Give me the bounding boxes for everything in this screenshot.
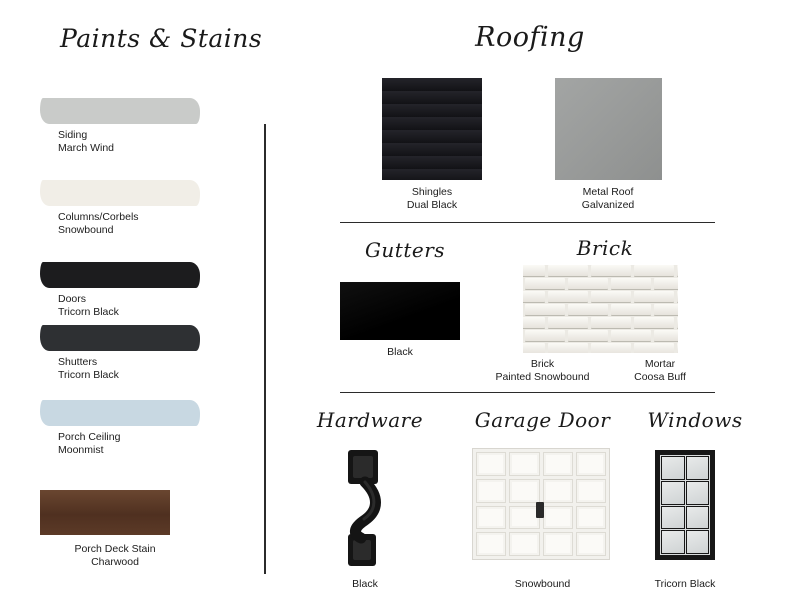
gutters-sample xyxy=(340,282,460,340)
garage-door-panel xyxy=(476,479,506,503)
swatch-doors xyxy=(40,262,230,319)
garage-door-handle-icon xyxy=(536,502,544,518)
swatch-label-line2: Charwood xyxy=(91,556,139,568)
swatch-label-line2: Snowbound xyxy=(58,224,114,236)
garage-door-panel xyxy=(509,452,539,476)
swatch-label-line2: March Wind xyxy=(58,142,115,154)
paint-swatch-stroke xyxy=(40,325,200,351)
window-sample xyxy=(655,450,715,560)
paints-section-title: Paints & Stains xyxy=(60,24,263,53)
garage-door-panel xyxy=(543,479,573,503)
window-pane xyxy=(687,531,709,553)
paint-swatch-stroke xyxy=(40,262,200,288)
metal-roof-label-line1: Metal Roof xyxy=(582,186,634,198)
stain-swatch-block xyxy=(40,490,170,535)
window-pane xyxy=(662,457,684,479)
door-handle-icon xyxy=(335,448,395,568)
garage-door-panel xyxy=(543,532,573,556)
metal-roof-sample xyxy=(555,78,662,180)
garage-door-panel xyxy=(543,506,573,530)
swatch-porch-ceiling xyxy=(40,400,230,457)
brick-label-line2: Painted Snowbound xyxy=(495,371,590,383)
shingles-sample xyxy=(382,78,482,180)
garage-door-panel xyxy=(509,479,539,503)
swatch-label-line1: Columns/Corbels xyxy=(58,211,139,223)
swatch-label-line2: Moonmist xyxy=(58,444,104,456)
paint-swatch-stroke xyxy=(40,400,200,426)
roofing-section-title: Roofing xyxy=(475,22,585,53)
garage-door-section-title: Garage Door xyxy=(474,408,611,432)
swatch-label-line1: Doors xyxy=(58,293,87,305)
garage-door-panel xyxy=(576,532,606,556)
swatch-caption xyxy=(40,129,230,155)
metal-roof-caption xyxy=(548,186,668,212)
brick-label-line1: Brick xyxy=(530,358,555,370)
vertical-divider xyxy=(264,124,266,574)
garage-door-caption: Snowbound xyxy=(514,578,571,590)
brick-section-title: Brick xyxy=(576,236,634,260)
garage-door-panel xyxy=(576,506,606,530)
swatch-label-line1: Porch Deck Stain xyxy=(74,543,156,555)
gutters-section-title: Gutters xyxy=(364,238,446,262)
swatch-label-line1: Siding xyxy=(58,129,88,141)
mortar-label-line2: Coosa Buff xyxy=(634,371,686,383)
swatch-label-line1: Porch Ceiling xyxy=(58,431,121,443)
swatch-caption xyxy=(40,211,230,237)
mortar-caption xyxy=(615,358,705,384)
swatch-caption xyxy=(40,431,230,457)
paints-and-stains-section xyxy=(30,24,265,53)
shingles-caption xyxy=(372,186,492,212)
swatch-porch-deck-stain xyxy=(40,490,230,569)
window-pane xyxy=(687,482,709,504)
windows-section-title: Windows xyxy=(647,408,743,432)
shingles-label-line1: Shingles xyxy=(411,186,453,198)
gutters-caption: Black xyxy=(387,346,413,358)
mortar-label-line1: Mortar xyxy=(644,358,676,370)
swatch-columns-corbels xyxy=(40,180,230,237)
window-pane xyxy=(687,457,709,479)
swatch-caption xyxy=(40,356,230,382)
swatch-siding xyxy=(40,98,230,155)
shingles-label-line2: Dual Black xyxy=(406,199,458,211)
paint-swatch-stroke xyxy=(40,98,200,124)
brick-sample xyxy=(523,265,678,353)
garage-door-row xyxy=(476,479,606,503)
swatch-caption xyxy=(40,543,190,569)
horizontal-divider-bottom xyxy=(340,392,715,393)
hardware-caption: Black xyxy=(352,578,378,590)
swatch-shutters xyxy=(40,325,230,382)
hardware-section-title: Hardware xyxy=(316,408,424,432)
garage-door-panel xyxy=(476,452,506,476)
garage-door-panel xyxy=(476,532,506,556)
windows-caption: Tricorn Black xyxy=(654,578,716,590)
window-pane xyxy=(662,482,684,504)
garage-door-row xyxy=(476,532,606,556)
window-pane xyxy=(687,507,709,529)
window-pane xyxy=(662,507,684,529)
horizontal-divider-top xyxy=(340,222,715,223)
metal-roof-label-line2: Galvanized xyxy=(581,199,635,211)
swatch-label-line1: Shutters xyxy=(58,356,98,368)
swatch-caption xyxy=(40,293,230,319)
garage-door-panel xyxy=(576,452,606,476)
garage-door-panel xyxy=(509,506,539,530)
window-pane xyxy=(662,531,684,553)
garage-door-panel xyxy=(576,479,606,503)
garage-door-panel xyxy=(476,506,506,530)
paint-swatch-stroke xyxy=(40,180,200,206)
swatch-label-line2: Tricorn Black xyxy=(58,369,119,381)
swatch-label-line2: Tricorn Black xyxy=(58,306,119,318)
garage-door-panel xyxy=(543,452,573,476)
garage-door-panel xyxy=(509,532,539,556)
brick-caption xyxy=(480,358,605,384)
garage-door-row xyxy=(476,452,606,476)
